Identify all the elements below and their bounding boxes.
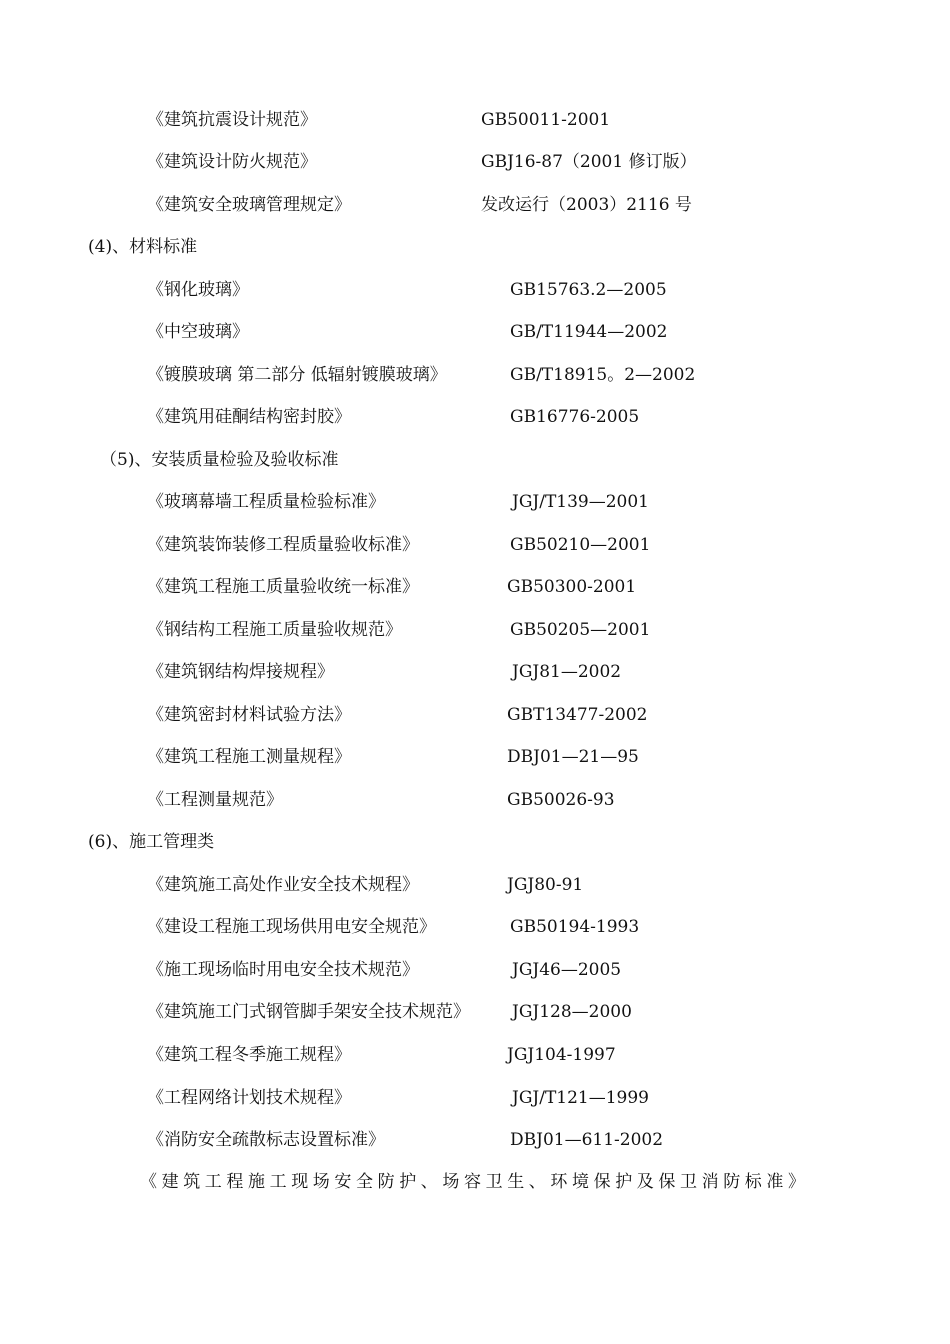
standard-title: 《玻璃幕墙工程质量检验标准》 — [147, 492, 385, 512]
standard-title: 《建筑钢结构焊接规程》 — [147, 662, 334, 682]
standard-title: 《工程测量规范》 — [147, 790, 283, 810]
standard-code: DBJ01—21—95 — [507, 747, 639, 767]
standard-title: 《建筑工程施工测量规程》 — [147, 747, 351, 767]
standard-code: GBJ16-87（2001 修订版） — [481, 152, 697, 172]
standard-title: 《施工现场临时用电安全技术规范》 — [147, 960, 419, 980]
standard-title: 《建筑施工高处作业安全技术规程》 — [147, 875, 419, 895]
standard-title: 《建筑工程冬季施工规程》 — [147, 1045, 351, 1065]
standard-code: GB/T18915。2—2002 — [510, 365, 696, 385]
standard-title: 《建筑设计防火规范》 — [147, 152, 317, 172]
section-heading: (4)、材料标准 — [88, 237, 198, 257]
standard-code: JGJ80-91 — [507, 875, 584, 895]
standard-title: 《建设工程施工现场供用电安全规范》 — [147, 917, 436, 937]
standard-code: JGJ/T139—2001 — [512, 492, 649, 512]
standard-code: JGJ46—2005 — [512, 960, 622, 980]
standard-code: GB50194-1993 — [510, 917, 640, 937]
standard-title: 《建筑施工门式钢管脚手架安全技术规范》 — [147, 1002, 470, 1022]
standard-code: GB50205—2001 — [510, 620, 651, 640]
standard-code: GB50026-93 — [507, 790, 615, 810]
standard-code: JGJ/T121—1999 — [512, 1088, 649, 1108]
standard-code: GBT13477-2002 — [507, 705, 648, 725]
standard-title: 《建筑抗震设计规范》 — [147, 110, 317, 130]
standard-title: 《中空玻璃》 — [147, 322, 249, 342]
standard-title: 《建筑装饰装修工程质量验收标准》 — [147, 535, 419, 555]
standard-title: 《钢结构工程施工质量验收规范》 — [147, 620, 402, 640]
standard-title: 《建筑工程施工质量验收统一标准》 — [147, 577, 419, 597]
standard-code: GB15763.2—2005 — [510, 280, 667, 300]
section-heading: (6)、施工管理类 — [88, 832, 215, 852]
standard-title: 《钢化玻璃》 — [147, 280, 249, 300]
standard-code: JGJ104-1997 — [507, 1045, 616, 1065]
standard-code: GB50210—2001 — [510, 535, 651, 555]
standard-code: DBJ01—611-2002 — [510, 1130, 664, 1150]
standard-code: GB50300-2001 — [507, 577, 637, 597]
standard-code: GB/T11944—2002 — [510, 322, 668, 342]
standard-code: GB16776-2005 — [510, 407, 640, 427]
section-heading: （5)、安装质量检验及验收标准 — [100, 450, 339, 470]
standard-title: 《建筑安全玻璃管理规定》 — [147, 195, 351, 215]
standard-title: 《镀膜玻璃 第二部分 低辐射镀膜玻璃》 — [147, 365, 447, 385]
standard-code: 发改运行（2003）2116 号 — [481, 195, 692, 215]
standard-title: 《建筑密封材料试验方法》 — [147, 705, 351, 725]
standard-title: 《消防安全疏散标志设置标准》 — [147, 1130, 385, 1150]
full-width-standard-title: 《建筑工程施工现场安全防护、场容卫生、环境保护及保卫消防标准》 — [140, 1172, 810, 1192]
standard-title: 《工程网络计划技术规程》 — [147, 1088, 351, 1108]
standard-code: JGJ81—2002 — [512, 662, 622, 682]
standard-code: GB50011-2001 — [481, 110, 611, 130]
standard-code: JGJ128—2000 — [512, 1002, 632, 1022]
standard-title: 《建筑用硅酮结构密封胶》 — [147, 407, 351, 427]
